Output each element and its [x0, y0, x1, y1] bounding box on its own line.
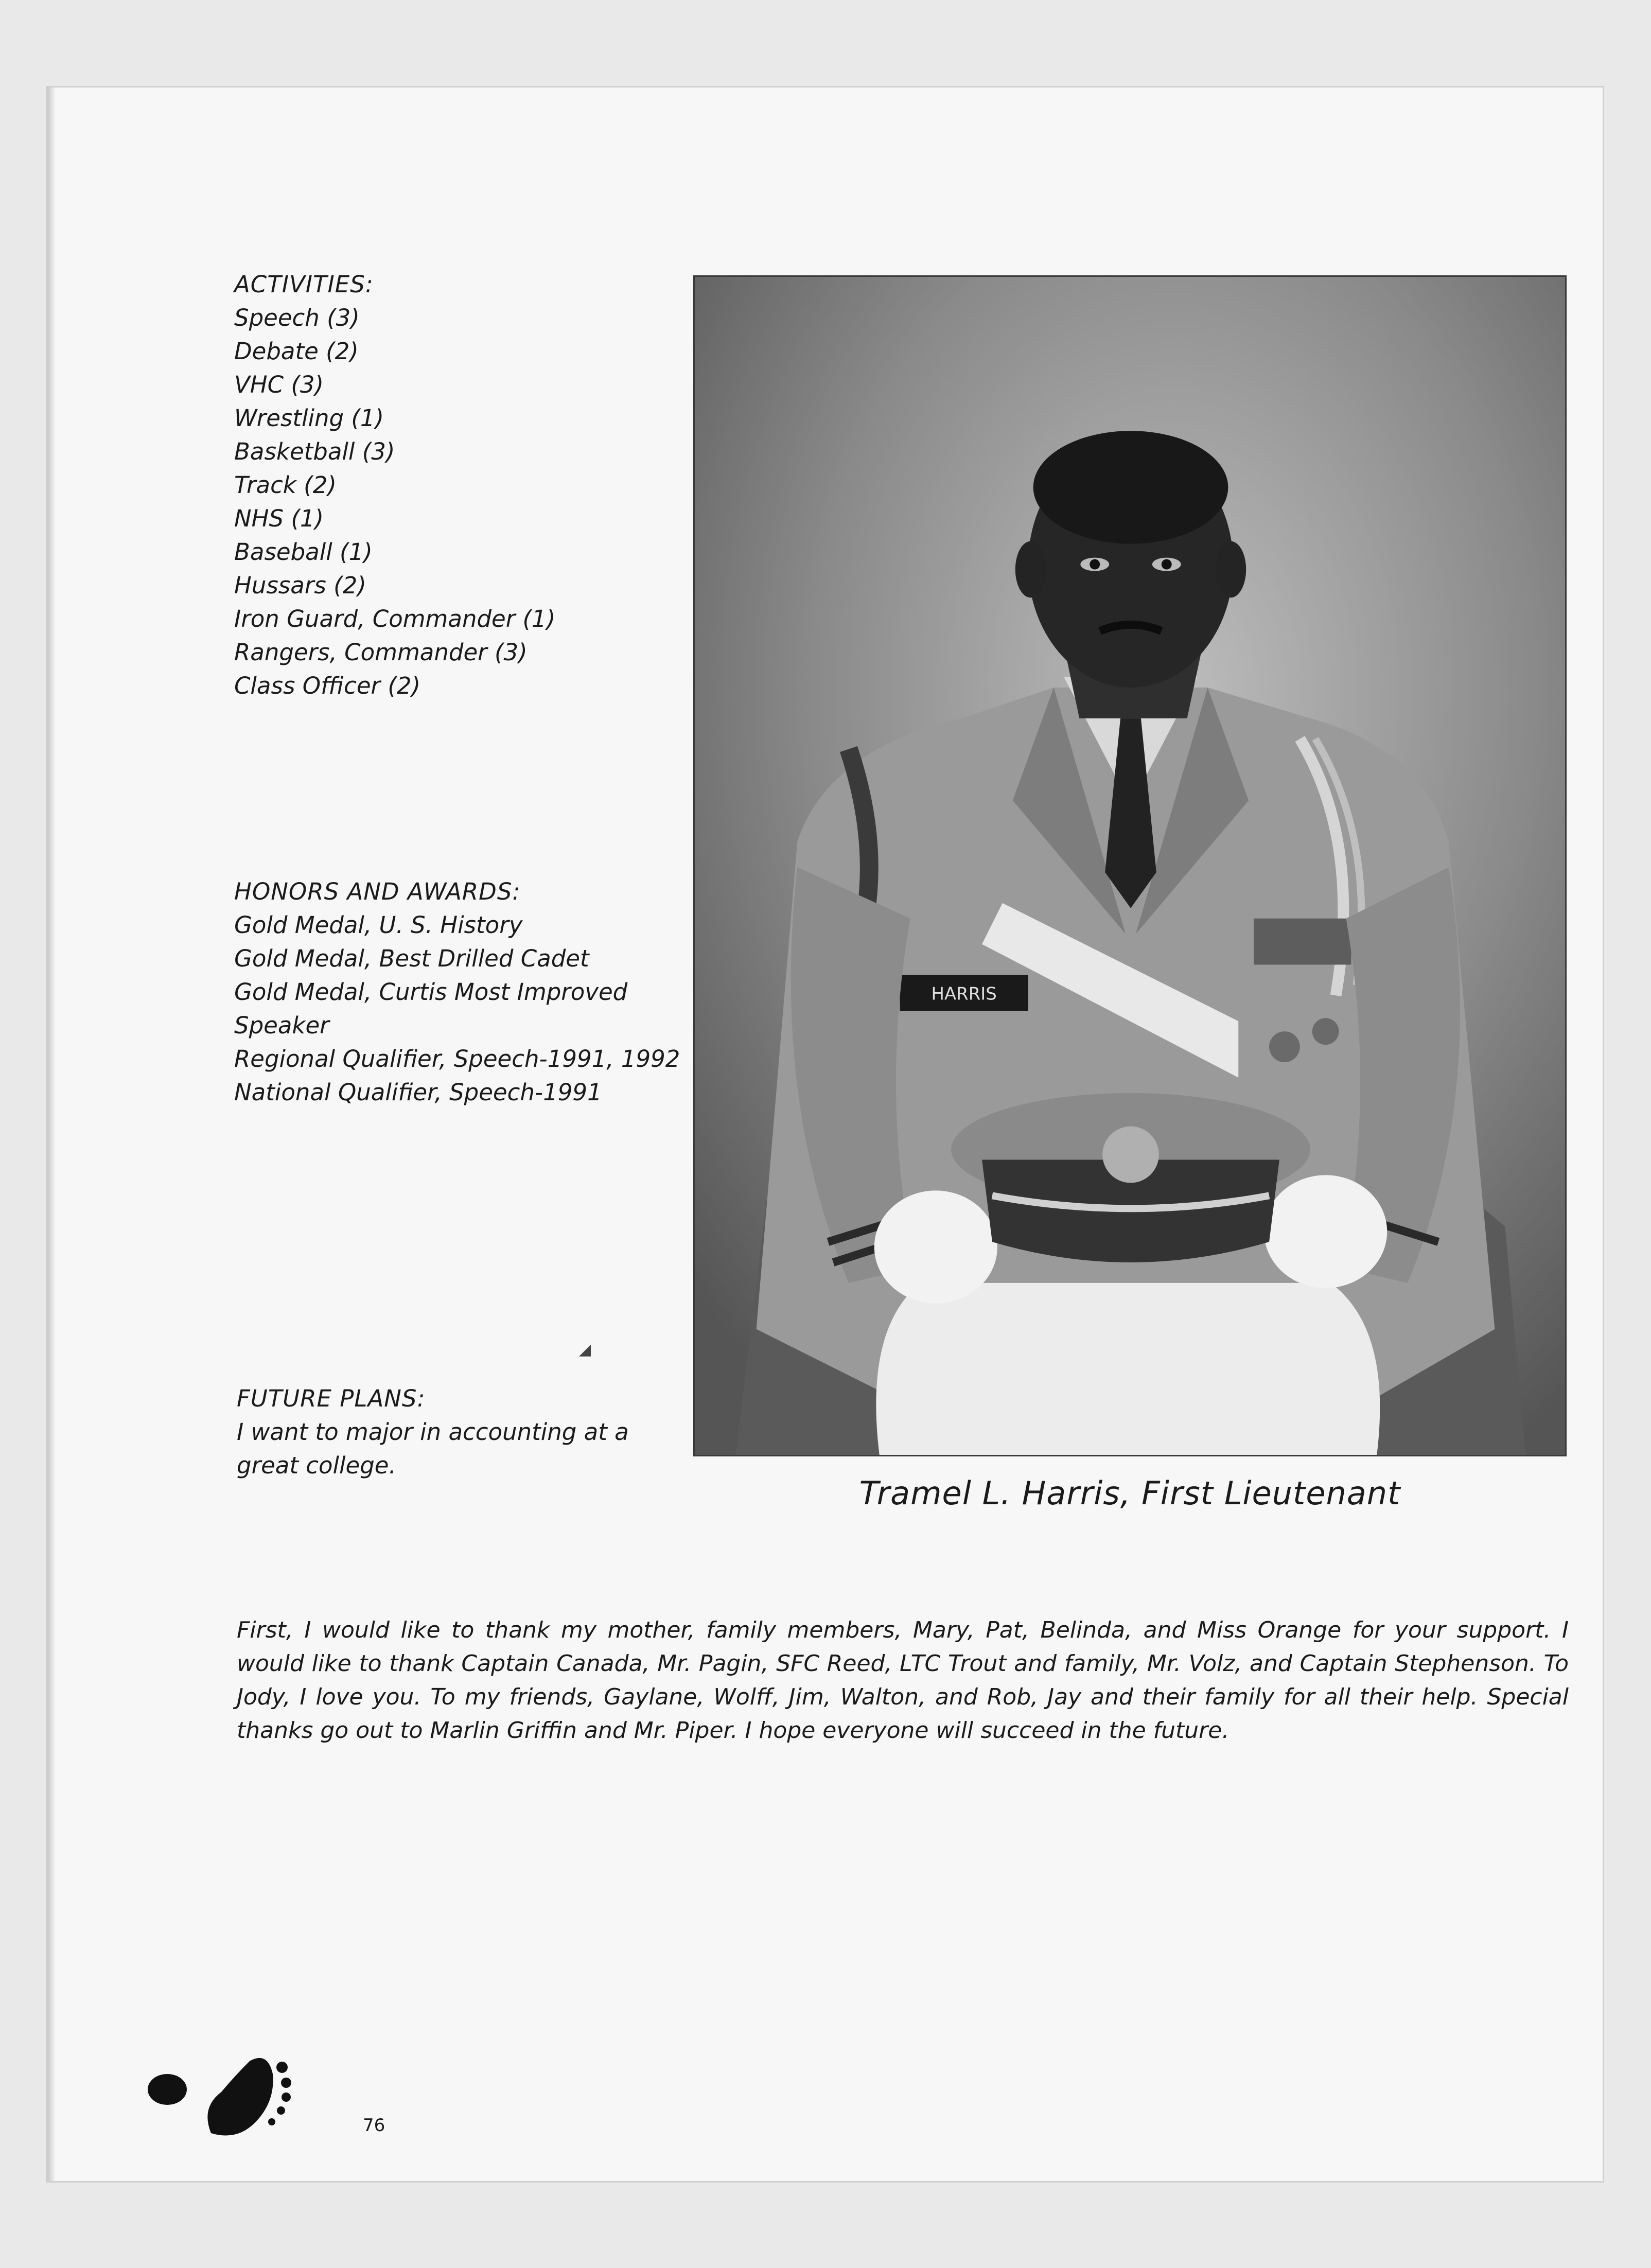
honors-heading: HONORS AND AWARDS: — [234, 878, 521, 905]
honor-item: Regional Qualifier, Speech-1991, 1992 — [234, 1045, 680, 1073]
future-plans-text: I want to major in accounting at a great college. — [237, 1418, 629, 1479]
honor-item: National Qualifier, Speech-1991 — [234, 1079, 602, 1106]
stray-ink-mark: ◢ — [579, 1341, 591, 1359]
activity-item: VHC (3) — [234, 371, 324, 398]
acknowledgement-message: First, I would like to thank my mother, family members, Mary, Pat, Belinda, and Miss Orange for your support. I would like to thank Captain Canada, Mr. Pagin, SFC Reed, LTC Trout and family, Mr. Volz, and Captain Stephenson. To Jody, I love you. To my friends, Gaylane, Wolff, Jim, Walton, and Rob, Jay and their family for all their help. Special thanks go out to Marlin Griffin and Mr. Piper. I hope everyone will succeed in the future. — [237, 1617, 1569, 1744]
honor-item: Gold Medal, U. S. History — [234, 911, 523, 939]
activity-item: Hussars (2) — [234, 572, 366, 599]
activity-item: Basketball (3) — [234, 438, 395, 465]
honor-item: Speaker — [234, 1012, 329, 1039]
activities-section — [234, 268, 555, 702]
page-binding-edge — [47, 87, 55, 2181]
honor-item: Gold Medal, Curtis Most Improved — [234, 978, 628, 1006]
activity-item: Wrestling (1) — [234, 405, 384, 432]
future-plans-heading: FUTURE PLANS: — [237, 1385, 426, 1412]
activity-item: Class Officer (2) — [234, 672, 421, 699]
future-plans-section — [237, 1382, 674, 1482]
honor-item: Gold Medal, Best Drilled Cadet — [234, 945, 589, 972]
activity-item: Speech (3) — [234, 304, 360, 331]
activities-heading: ACTIVITIES: — [234, 271, 374, 298]
activity-item: Baseball (1) — [234, 538, 373, 566]
footprint-icon — [144, 2046, 314, 2143]
activity-item: Debate (2) — [234, 338, 359, 365]
activity-item: NHS (1) — [234, 505, 324, 532]
name-tag: HARRIS — [931, 983, 997, 1004]
activity-item: Track (2) — [234, 471, 337, 499]
photo-caption: Tramel L. Harris, First Lieutenant — [859, 1474, 1401, 1512]
portrait-illustration — [695, 277, 1565, 1455]
activity-item: Rangers, Commander (3) — [234, 639, 528, 666]
portrait-photo — [693, 275, 1567, 1456]
page-number: 76 — [363, 2115, 385, 2136]
activity-item: Iron Guard, Commander (1) — [234, 605, 556, 632]
honors-section — [234, 875, 680, 1109]
